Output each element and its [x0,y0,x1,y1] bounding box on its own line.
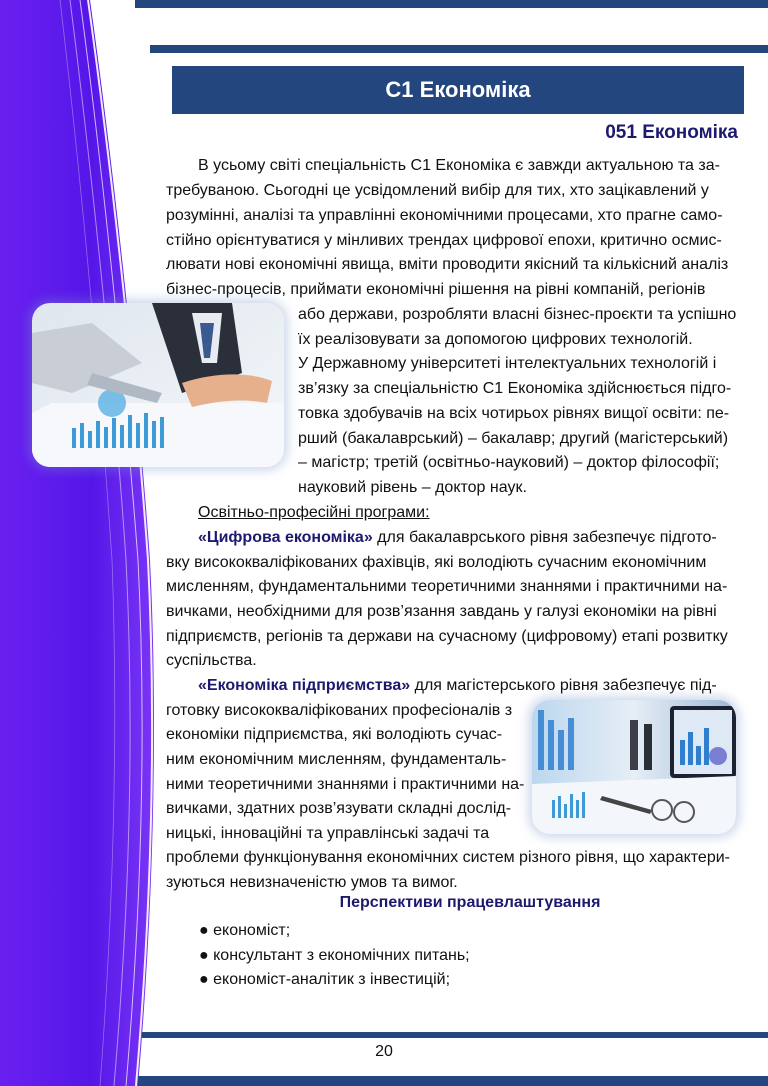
program-first-line [198,526,748,551]
employment-item: ● консультант з економічних питань; [199,947,470,964]
program-first-line-text: для бакалаврського рівня забезпечує підгото- [372,529,717,546]
program-first-line-text: для магістерського рівня забезпечує під- [410,677,717,694]
program-line: вичками, здатних розв’язувати складні дослід- [166,800,512,817]
intro-line: лювати нові економічні явища, вміти проводити якісний та кількісний аналіз [166,256,729,273]
program-line: мисленням, фундаментальними теоретичними знаннями і практичними на- [166,578,728,595]
intro-line: їх реалізовувати за допомогою цифрових технологій. [298,331,693,348]
intro-line: або держави, розробляти власні бізнес-проєкти та успішно [298,306,737,323]
university-line: товка здобувачів на всіх чотирьох рівнях вищої освіти: пе- [298,405,730,422]
program-line: суспільства. [166,652,257,669]
specialty-code-heading: 051 Економіка [605,122,738,143]
intro-line: розумінні, аналізі та управлінні економічними процесами, хто прагне само- [166,207,723,224]
business-handshake-photo [532,700,736,834]
university-line: У Державному університеті інтелектуальних технологій і [298,355,717,372]
page-title: С1 Економіка [172,66,744,114]
intro-line: стійно орієнтуватися у мінливих трендах цифрової епохи, критично осмис- [166,232,722,249]
employment-item: ● економіст; [199,922,291,939]
business-analytics-photo [32,303,284,467]
program-line: ним економічним мисленням, фундаменталь- [166,751,507,768]
university-line: – магістр; третій (освітньо-науковий) – доктор філософії; [298,454,720,471]
program-line: вку висококваліфікованих фахівців, які володіють сучасним економічним [166,554,707,571]
intro-line: бізнес-процесів, приймати економічні рішення на рівні компаній, регіонів [166,281,706,298]
university-line: зв’язку за спеціальністю С1 Економіка здійснюється підго- [298,380,732,397]
program-line: готовку висококваліфікованих професіоналів з [166,702,513,719]
program-line: ницькі, інноваційні та управлінські задачі та [166,825,490,842]
program-name-enterprise: «Економіка підприємства» [198,677,411,694]
program-line: проблеми функціонування економічних систем різного рівня, що характери- [166,849,730,866]
programs-heading: Освітньо-професійні програми: [198,504,430,521]
employment-heading: Перспективи працевлаштування [339,894,601,911]
intro-line: требуваною. Сьогодні це усвідомлений вибір для тих, хто зацікавлений у [166,182,709,199]
program-line: вичками, необхідними для розв’язання завдань у галузі економіки на рівні [166,603,717,620]
intro-line: В усьому світі спеціальність С1 Економіка є завжди актуальною та за- [198,157,720,174]
employment-item: ● економіст-аналітик з інвестицій; [199,971,451,988]
program-name-digital: «Цифрова економіка» [198,529,373,546]
program-line: ними теоретичними знаннями і практичними на- [166,776,525,793]
program-line: економіки підприємства, які володіють сучас- [166,726,503,743]
program-first-line [198,674,748,699]
program-line: зуються невизначеністю умов та вимог. [166,874,458,891]
university-line: рший (бакалаврський) – бакалавр; другий (магістерський) [298,430,729,447]
university-line: науковий рівень – доктор наук. [298,479,527,496]
program-line: підприємств, регіонів та держави на сучасному (цифровому) етапі розвитку [166,628,728,645]
page-number: 20 [375,1043,393,1060]
